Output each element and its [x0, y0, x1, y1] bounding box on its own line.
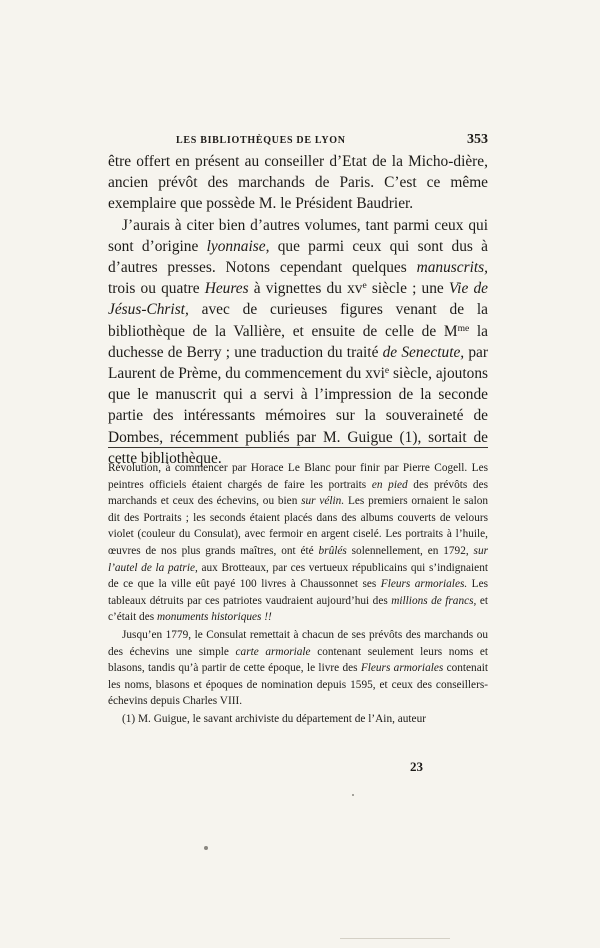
footnote-paragraph [108, 627, 488, 710]
italic-text: brûlés [318, 544, 347, 557]
signature-mark: 23 [410, 759, 423, 774]
text-run: Révolution, à commencer par Horace Le Blanc pour finir par Pierre Cogell. Les peintres officiels étaient chargés de faire les portraits [108, 462, 488, 491]
text-run: à vignettes du xv [248, 280, 363, 298]
text-run: (1) M. Guigue, le savant archiviste du département de l’Ain, auteur [122, 712, 426, 725]
page-number: 353 [467, 132, 488, 147]
italic-text: millions de francs, [391, 594, 477, 607]
text-run: avec de curieuses figures venant de la bibliothèque de la Vallière, et ensuite de celle de M [108, 301, 488, 340]
footnote-rule [108, 447, 488, 448]
dust-speck [352, 794, 354, 796]
text-run: Les tableaux détruits par ces patriotes vaudraient aujourd’hui des [108, 578, 488, 607]
text-run: siècle, ajoutons que le manuscrit qui a servi à l’impression de la seconde partie des intéressants mémoires sur la souveraineté de Dombes, récemment publiés par M. Guigue (1), sortait de cette bibliothèque. [108, 365, 489, 467]
superscript: me [457, 322, 470, 334]
paragraph [108, 215, 488, 469]
italic-text: sur l’autel de la patrie, [108, 544, 488, 574]
italic-text: sur vélin. [301, 495, 345, 508]
dust-speck [204, 846, 208, 850]
superscript: e [384, 364, 390, 376]
text-run: que parmi ceux qui sont dus à d’autres presses. Notons cependant quelques [108, 237, 488, 277]
footnotes [108, 460, 488, 728]
italic-text: Heures [204, 280, 249, 298]
text-run: solennellement, en 1792, [346, 544, 474, 557]
italic-text: manuscrits, [416, 259, 488, 277]
superscript: e [362, 279, 367, 291]
footnote-paragraph [108, 460, 488, 626]
main-text [108, 151, 488, 469]
text-run: J’aurais à citer bien d’autres volumes, tant parmi ceux qui sont d’origine [108, 216, 488, 255]
text-run: contenant seulement leurs noms et blasons, tandis qu’à partir de cette époque, le livre des [108, 645, 488, 675]
text-run: par Laurent de Prème, du commencement du xvi [108, 343, 489, 383]
italic-text: Vie de Jésus-Christ, [108, 280, 488, 319]
text-run: trois ou quatre [108, 280, 205, 298]
text-run: aux Brotteaux, par ces vertueux républicains qui s’indignaient de ce que la ville eût payé 100 livres à Chaussonnet ses [108, 561, 488, 591]
italic-text: en pied [371, 478, 408, 491]
text-run: contenait les noms, blasons et époques de nomination depuis 1595, et ceux des conseillers-échevins depuis Charles VIII. [108, 662, 488, 708]
text-run: Jusqu’en 1779, le Consulat remettait à chacun de ses prévôts des marchands ou des échevins une simple [108, 628, 488, 658]
running-title: LES BIBLIOTHÈQUES DE LYON [176, 135, 346, 146]
footnote-paragraph [108, 711, 488, 728]
italic-text: Fleurs armoriales [360, 662, 444, 675]
paragraph [108, 151, 488, 215]
italic-text: de Senectute, [382, 343, 465, 361]
text-run: la duchesse de Berry ; une traduction du traité [108, 322, 489, 361]
text-run: Les premiers ornaient le salon dit des Portraits ; les seconds étaient placés dans des albums couverts de velours violet (couleur du Consulat), avec fermoir en argent ciselé. Les portraits à l’huile, œuvres de nos plus grands maîtres, ont été [108, 495, 488, 557]
text-run: siècle ; une [366, 280, 449, 298]
text-run: et c’était des [108, 594, 488, 624]
italic-text: monuments historiques !! [156, 611, 272, 624]
italic-text: carte armoriale [235, 645, 311, 658]
scan-edge-line [340, 938, 450, 939]
italic-text: Fleurs armoriales. [380, 578, 468, 591]
italic-text: lyonnaise, [206, 237, 270, 255]
text-run: des prévôts des marchands et ceux des échevins, ou bien [108, 478, 488, 508]
text-run: être offert en présent au conseiller d’Etat de la Micho-dière, ancien prévôt des marchands de Paris. C’est ce même exemplaire que possède M. le Président Baudrier. [108, 153, 488, 213]
page-header [108, 132, 488, 152]
